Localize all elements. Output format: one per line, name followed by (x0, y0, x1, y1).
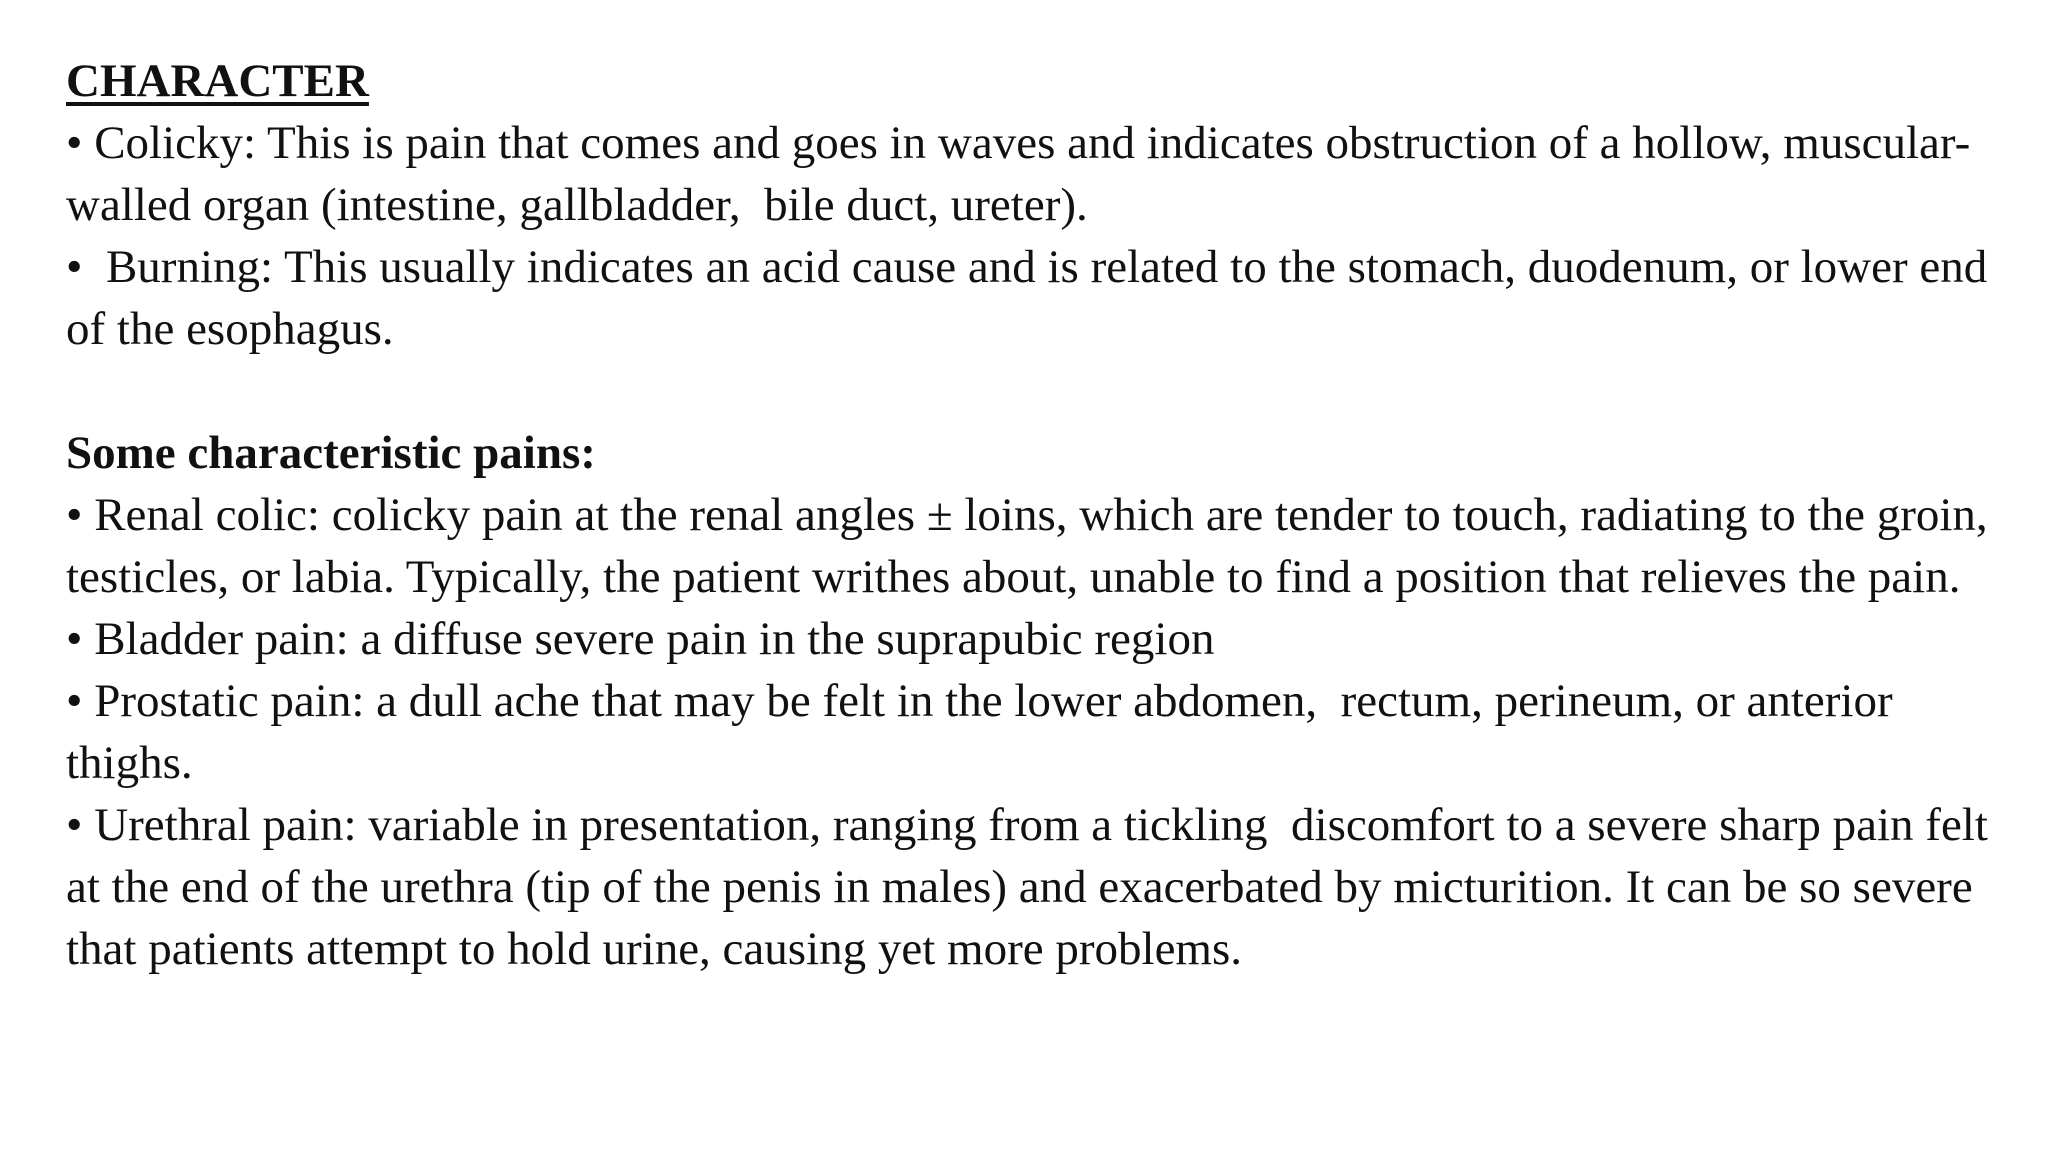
burning-item: • Burning: This usually indicates an acid cause and is related to the stomach, duodenum, or lower end of the esophagus. (66, 241, 1999, 355)
prostatic-pain-item: • Prostatic pain: a dull ache that may be felt in the lower abdomen, rectum, perineum, or anterior thighs. (66, 675, 1905, 789)
section-spacer (66, 360, 2026, 422)
colicky-item: • Colicky: This is pain that comes and goes in waves and indicates obstruction of a hollow, muscular-walled organ (intestine, gallbladder, bile duct, ureter). (66, 117, 1971, 231)
characteristic-pains-heading: Some characteristic pains: (66, 427, 596, 479)
urethral-pain-item: • Urethral pain: variable in presentation, ranging from a tickling discomfort to a severe sharp pain felt at the end of the urethra (tip of the penis in males) and exacerbated by micturition. It can be so severe that patients attempt to hold urine, causing yet more problems. (66, 799, 2000, 975)
renal-colic-item: • Renal colic: colicky pain at the renal angles ± loins, which are tender to touch, radiating to the groin, testicles, or labia. Typically, the patient writhes about, unable to find a position that relieves the pain. (66, 489, 2000, 603)
bladder-pain-item: • Bladder pain: a diffuse severe pain in the suprapubic region (66, 613, 1215, 665)
character-heading: CHARACTER (66, 55, 369, 107)
slide-content (66, 50, 2026, 980)
